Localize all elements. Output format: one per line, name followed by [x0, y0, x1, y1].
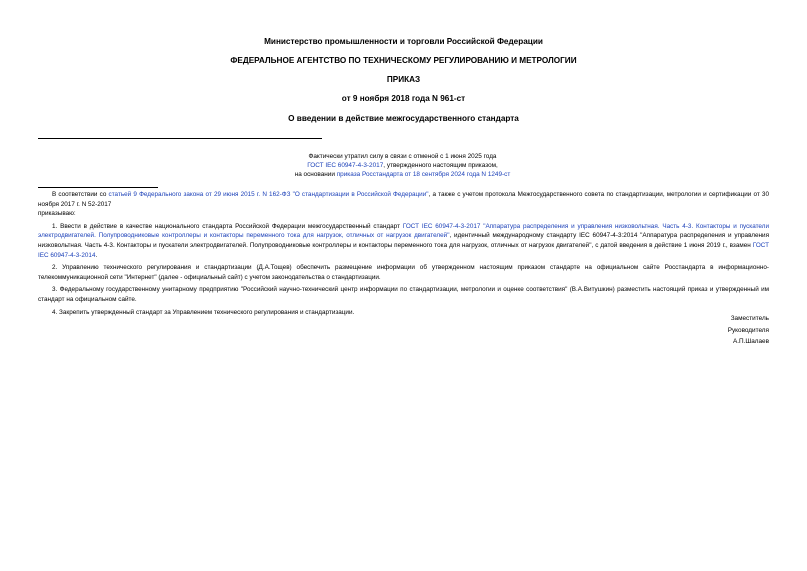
- paragraph-3: 3. Федеральному государственному унитарному предприятию "Российский научно-технический центр информации по стандартизации, метрологии и оценке соответствия" (В.А.Витушкин) разместить настоящий приказ и утвержденный им стандарт на официальном сайте.: [38, 286, 769, 303]
- separator-short: [38, 187, 158, 188]
- status-note-line2: ГОСТ IEC 60947-4-3-2017, утвержденного настоящим приказом,: [307, 162, 498, 169]
- status-note-line3: на основании приказа Росстандарта от 18 сентября 2024 года N 1249-ст: [294, 171, 511, 178]
- ministry-title: Министерство промышленности и торговли Российской Федерации: [264, 37, 543, 46]
- intro-paragraph: В соответствии со статьей 9 Федерального закона от 29 июня 2015 г. N 162-ФЗ "О стандартизации в Российской Федерации", а также с учетом протокола Межгосударственного совета по стандартизации, метрологии и сертификации от 30 ноября 2017 г. N 52-2017: [38, 191, 769, 208]
- paragraph-4: 4. Закрепить утвержденный стандарт за Управлением технического регулирования и стандартизации.: [52, 308, 355, 316]
- document-type: ПРИКАЗ: [386, 75, 421, 84]
- agency-title: ФЕДЕРАЛЬНОЕ АГЕНТСТВО ПО ТЕХНИЧЕСКОМУ РЕГУЛИРОВАНИЮ И МЕТРОЛОГИИ: [230, 56, 577, 65]
- status-order-link[interactable]: приказа Росстандарта от 18 сентября 2024 года N 1249-ст: [336, 171, 511, 178]
- separator-top: [38, 138, 322, 139]
- order-word: приказываю:: [38, 210, 76, 218]
- status-note: [230, 152, 575, 179]
- signature-position-1: Заместитель: [730, 315, 769, 322]
- status-gost-link[interactable]: ГОСТ IEC 60947-4-3-2017: [307, 162, 384, 169]
- document-body: [38, 190, 769, 317]
- document-subject: О введении в действие межгосударственного стандарта: [288, 114, 519, 123]
- federal-law-link[interactable]: статьей 9 Федерального закона от 29 июня 2015 г. N 162-ФЗ "О стандартизации в Российской Федерации": [108, 191, 429, 198]
- gost-standard-link[interactable]: ГОСТ IEC 60947-4-3-2017 "Аппаратура распределения и управления низковольтная. Часть 4-3. Контакторы и пускатели электродвигателей. Полупроводниковые контроллеры и контакторы переменного тока для нагрузок, отличных от нагрузок двигателей": [38, 222, 769, 240]
- gost-replaced-link[interactable]: ГОСТ IEC 60947-4-3-2014: [38, 241, 769, 259]
- date-number: от 9 ноября 2018 года N 961-ст: [341, 94, 466, 103]
- signature-position-2: Руководителя: [727, 326, 769, 334]
- signature-name: А.П.Шалаев: [732, 338, 769, 345]
- status-note-line1: Фактически утратил силу в связи с отменой с 1 июня 2025 года: [308, 153, 497, 160]
- signature-block: [728, 313, 769, 348]
- paragraph-2: 2. Управлению технического регулирования и стандартизации (Д.А.Тощев) обеспечить размещение информации об утвержденном настоящим приказом стандарте на официальном сайте Росстандарта в информационно-телекоммуникационной сети "Интернет" (далее - официальный сайт) с учетом законодательства о стандартизации.: [38, 264, 769, 281]
- paragraph-1: 1. Ввести в действие в качестве национального стандарта Российской Федерации межгосударственный стандарт ГОСТ IEC 60947-4-3-2017 "Аппаратура распределения и управления низковольтная. Часть 4-3. Контакторы и пускатели электродвигателей. Полупроводниковые контроллеры и контакторы переменного тока для нагрузок, отличных от нагрузок двигателей", идентичный международному стандарту IEC 60947-4-3:2014 "Аппаратура распределения и управления низковольтная. Часть 4-3. Контакторы и пускатели электродвигателей. Полупроводниковые контроллеры и контакторы переменного тока для нагрузок, отличных от нагрузок двигателей", с датой введения в действие 1 июня 2019 г., взамен ГОСТ IEC 60947-4-3-2014.: [38, 222, 770, 259]
